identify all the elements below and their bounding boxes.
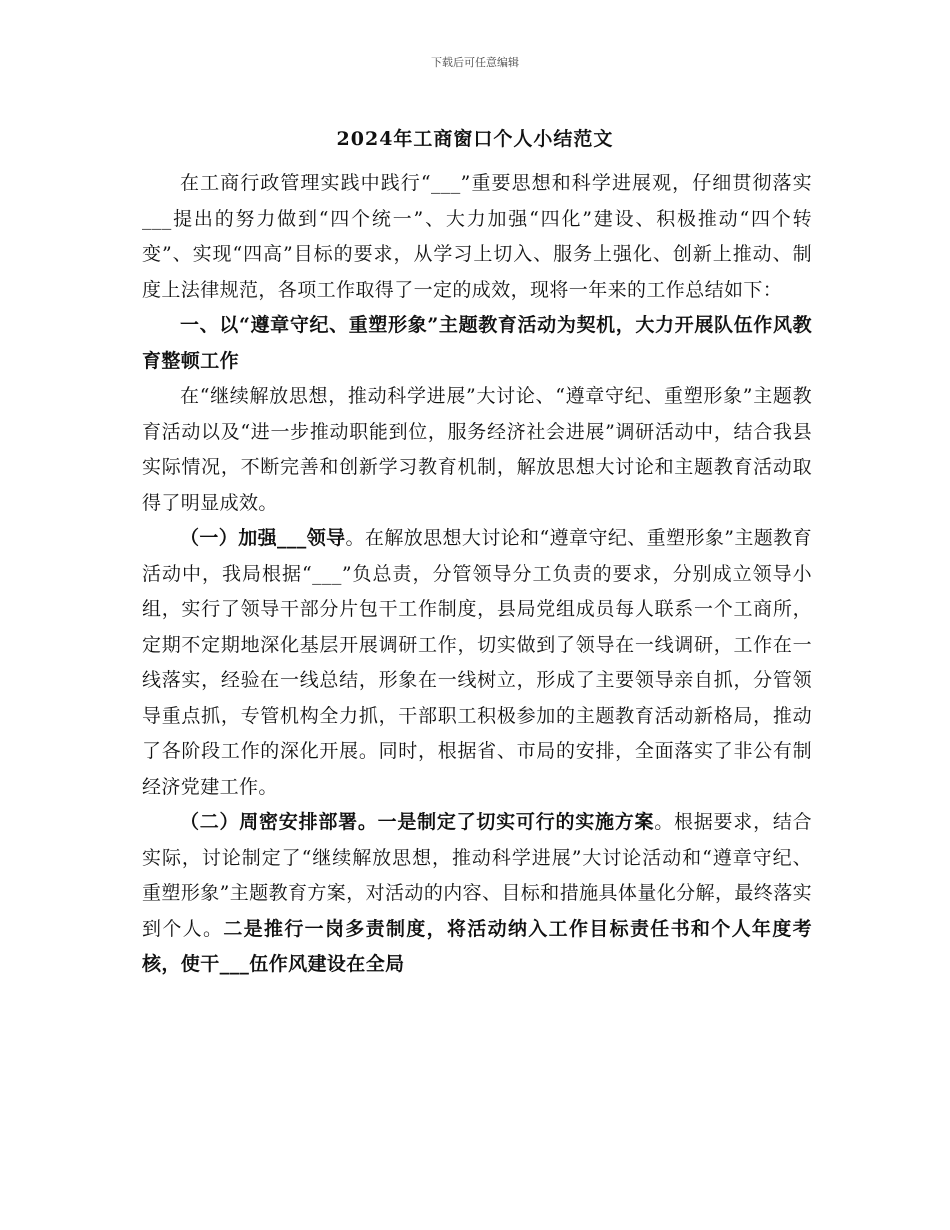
subsection-1-paragraph: [142, 521, 812, 805]
subsection-1-lead: （一）加强___领导: [180, 527, 346, 549]
subsection-2-body: 。根据要求，结合实际，讨论制定了“继续解放思想，推动科学进展”大讨论活动和“遵章守纪、重塑形象”主题教育方案，对活动的内容、目标和措施具体量化分解，最终落实到个人。: [142, 811, 812, 940]
subsection-2-bold-tail: 二是推行一岗多责制度，将活动纳入工作目标责任书和个人年度考核，使干___伍作风建设在全局: [142, 917, 812, 975]
document-title: 2024年工商窗口个人小结范文: [336, 128, 614, 150]
section-1-paragraph: 在“继续解放思想，推动科学进展”大讨论、“遵章守纪、重塑形象”主题教育活动以及“进一步推动职能到位，服务经济社会进展”调研活动中，结合我县实际情况，不断完善和创新学习教育机制，解放思想大讨论和主题教育活动取得了明显成效。: [142, 385, 812, 514]
subsection-1-body: 。在解放思想大讨论和“遵章守纪、重塑形象”主题教育活动中，我局根据“___”负总责，分管领导分工负责的要求，分别成立领导小组，实行了领导干部分片包干工作制度，县局党组成员每人联系一个工商所，定期不定期地深化基层开展调研工作，切实做到了领导在一线调研，工作在一线落实，经验在一线总结，形象在一线树立，形成了主要领导亲自抓，分管领导重点抓，专管机构全力抓，干部职工积极参加的主题教育活动新格局，推动了各阶段工作的深化开展。同时，根据省、市局的安排，全面落实了非公有制经济党建工作。: [142, 527, 812, 798]
subsection-2-lead: （二）周密安排部署。一是制定了切实可行的实施方案: [180, 811, 655, 833]
page-header-note: 下载后可任意编辑: [431, 56, 519, 69]
section-heading-1: 一、以“遵章守纪、重塑形象”主题教育活动为契机，大力开展队伍作风教育整顿工作: [142, 314, 812, 372]
document-body: [142, 166, 812, 983]
subsection-2-paragraph: [142, 805, 812, 983]
intro-paragraph: 在工商行政管理实践中践行“___”重要思想和科学进展观，仔细贯彻落实___提出的努力做到“四个统一”、大力加强“四化”建设、积极推动“四个转变”、实现“四高”目标的要求，从学习上切入、服务上强化、创新上推动、制度上法律规范，各项工作取得了一定的成效，现将一年来的工作总结如下：: [142, 172, 812, 301]
